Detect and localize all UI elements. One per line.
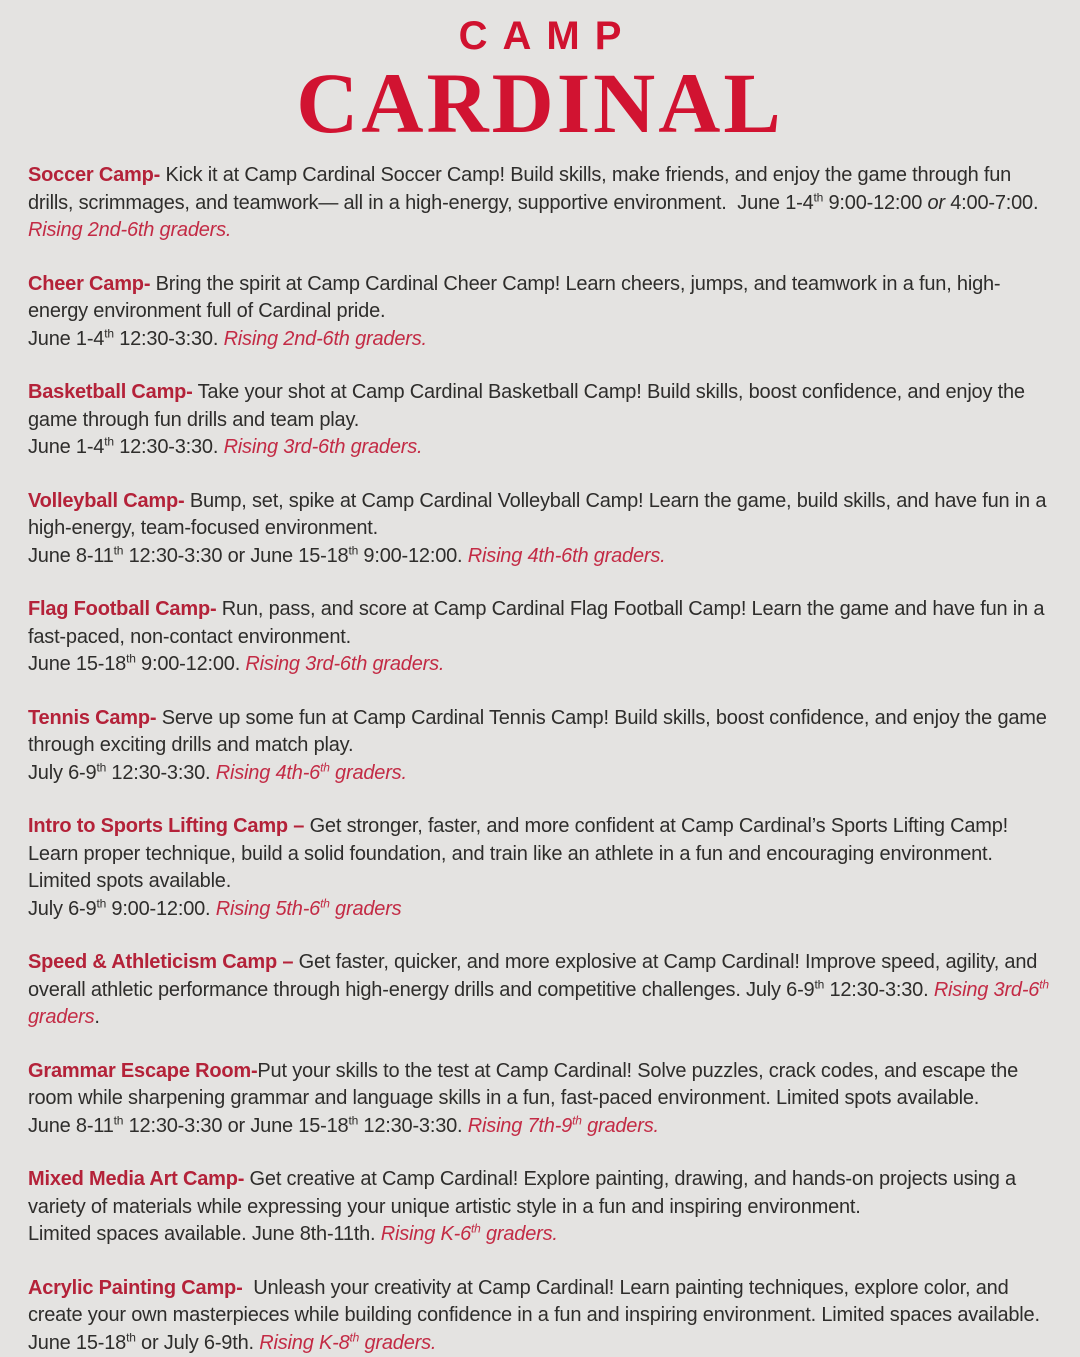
text-run: Rising 2nd-6th graders. <box>224 328 427 350</box>
text-run: Get stronger, faster, and more confident at Camp Cardinal’s Sports Lifting Camp! Learn proper technique, build a solid foundation, and train like an athlete in a fun and encouraging environment. Limited spots available. <box>28 815 1013 892</box>
text-run: th <box>814 977 824 991</box>
text-run: graders. <box>359 1332 436 1354</box>
camp-list <box>28 162 1052 1357</box>
camp-section <box>28 1275 1052 1357</box>
text-run: Rising K-6 <box>381 1223 471 1245</box>
text-run: Bring the spirit at Camp Cardinal Cheer Camp! Learn cheers, jumps, and teamwork in a fun, high-energy environment full of Cardinal pride. <box>28 273 1000 323</box>
text-run: Take your shot at Camp Cardinal Basketball Camp! Build skills, boost confidence, and enjoy the game through fun drills and team play. <box>28 381 1030 431</box>
text-run: June 8-11 <box>28 1115 114 1137</box>
text-run: th <box>814 190 824 204</box>
text-run: Rising 4th-6 <box>216 762 320 784</box>
text-run: th <box>96 896 106 910</box>
text-run: 9:00-12:00 <box>823 192 927 214</box>
text-run: th <box>126 1330 136 1344</box>
text-run: 4:00-7:00. <box>945 192 1044 214</box>
camp-section <box>28 813 1052 923</box>
camp-heading: Flag Football Camp- <box>28 598 216 620</box>
text-run: Run, pass, and score at Camp Cardinal Flag Football Camp! Learn the game and have fun in a fast-paced, non-contact environment. <box>28 598 1050 648</box>
text-run: 9:00-12:00. <box>358 545 468 567</box>
text-run: graders. <box>481 1223 558 1245</box>
text-run: th <box>348 1113 358 1127</box>
text-run: th <box>320 896 330 910</box>
text-run: July 6-9 <box>28 762 96 784</box>
text-run: Unleash your creativity at Camp Cardinal! Learn painting techniques, explore color, and create your own masterpieces while building confidence in a fun and inspiring environment. Limited spaces available. June 15-18 <box>28 1277 1045 1354</box>
text-run: July 6-9 <box>28 898 96 920</box>
text-run: Rising K-8 <box>259 1332 349 1354</box>
camp-section <box>28 596 1052 679</box>
text-run: th <box>104 434 114 448</box>
text-run: 9:00-12:00. <box>106 898 216 920</box>
text-run: Rising 3rd-6 <box>934 979 1039 1001</box>
text-run: Rising 4th-6th graders. <box>468 545 666 567</box>
text-run: graders. <box>582 1115 659 1137</box>
camp-heading: Intro to Sports Lifting Camp – <box>28 815 304 837</box>
text-run: 12:30-3:30 or June 15-18 <box>123 1115 348 1137</box>
camp-section <box>28 1058 1052 1141</box>
flyer-header <box>28 14 1052 146</box>
camp-heading: Mixed Media Art Camp- <box>28 1168 244 1190</box>
text-run: Rising 3rd-6th graders. <box>224 436 423 458</box>
text-run: 9:00-12:00. <box>136 653 246 675</box>
text-run: 12:30-3:30 or June 15-18 <box>123 545 348 567</box>
camp-heading: Soccer Camp- <box>28 164 160 186</box>
text-run: Rising 5th-6 <box>216 898 320 920</box>
text-run: Put your skills to the test at Camp Cardinal! Solve puzzles, crack codes, and escape the room while sharpening grammar and language skills in a fun, fast-paced environment. Limited spots available. <box>28 1060 1023 1110</box>
title-cardinal: CARDINAL <box>28 60 1052 146</box>
text-run: 12:30-3:30. <box>114 436 224 458</box>
text-run: June 15-18 <box>28 653 126 675</box>
camp-heading: Tennis Camp- <box>28 707 156 729</box>
text-run: Get faster, quicker, and more explosive at Camp Cardinal! Improve speed, agility, and overall athletic performance through high-energy drills and competitive challenges. July 6-9 <box>28 951 1043 1001</box>
text-run: th <box>104 326 114 340</box>
text-run: th <box>114 1113 124 1127</box>
camp-section <box>28 271 1052 354</box>
text-run: June 1-4 <box>28 436 104 458</box>
text-run: th <box>1039 977 1049 991</box>
text-run: th <box>320 760 330 774</box>
text-run: or July 6-9th. <box>136 1332 260 1354</box>
camp-section <box>28 949 1052 1032</box>
text-run: th <box>471 1221 481 1235</box>
text-run: 12:30-3:30. <box>114 328 224 350</box>
text-run: Bump, set, spike at Camp Cardinal Volleyball Camp! Learn the game, build skills, and have fun in a high-energy, team-focused environment. <box>28 490 1052 540</box>
text-run: Get creative at Camp Cardinal! Explore painting, drawing, and hands-on projects using a variety of materials while expressing your unique artistic style in a fun and inspiring environment. <box>28 1168 1021 1218</box>
text-run: th <box>96 760 106 774</box>
text-run: 12:30-3:30. <box>358 1115 468 1137</box>
text-run: June 1-4 <box>28 328 104 350</box>
text-run: Kick it at Camp Cardinal Soccer Camp! Build skills, make friends, and enjoy the game through fun drills, scrimmages, and teamwork— all in a high-energy, supportive environment. June 1-4 <box>28 164 1016 214</box>
camp-heading: Speed & Athleticism Camp – <box>28 951 293 973</box>
camp-heading: Cheer Camp- <box>28 273 150 295</box>
camp-section <box>28 488 1052 571</box>
camp-heading: Volleyball Camp- <box>28 490 184 512</box>
text-run: Limited spaces available. June 8th-11th. <box>28 1223 381 1245</box>
text-run: graders <box>28 979 1054 1029</box>
text-run: or <box>928 192 945 214</box>
camp-section <box>28 162 1052 245</box>
text-run: th <box>114 543 124 557</box>
camp-heading: Grammar Escape Room- <box>28 1060 257 1082</box>
text-run: Rising 3rd-6th graders. <box>245 653 444 675</box>
text-run: th <box>572 1113 582 1127</box>
title-camp: CAMP <box>28 14 1052 58</box>
camp-section <box>28 705 1052 788</box>
text-run: June 8-11 <box>28 545 114 567</box>
text-run: 12:30-3:30. <box>106 762 216 784</box>
text-run: Serve up some fun at Camp Cardinal Tennis Camp! Build skills, boost confidence, and enjoy the game through exciting drills and match play. <box>28 707 1052 757</box>
text-run: Rising 2nd-6th graders. <box>28 219 231 241</box>
text-run: . <box>94 1006 99 1028</box>
camp-heading: Basketball Camp- <box>28 381 193 403</box>
text-run: 12:30-3:30. <box>824 979 934 1001</box>
text-run: th <box>126 651 136 665</box>
text-run: Rising 7th-9 <box>468 1115 572 1137</box>
text-run: graders <box>330 898 402 920</box>
camp-heading: Acrylic Painting Camp- <box>28 1277 243 1299</box>
camp-section <box>28 379 1052 462</box>
text-run: th <box>348 543 358 557</box>
text-run: graders. <box>330 762 407 784</box>
text-run: th <box>350 1330 360 1344</box>
camp-section <box>28 1166 1052 1249</box>
